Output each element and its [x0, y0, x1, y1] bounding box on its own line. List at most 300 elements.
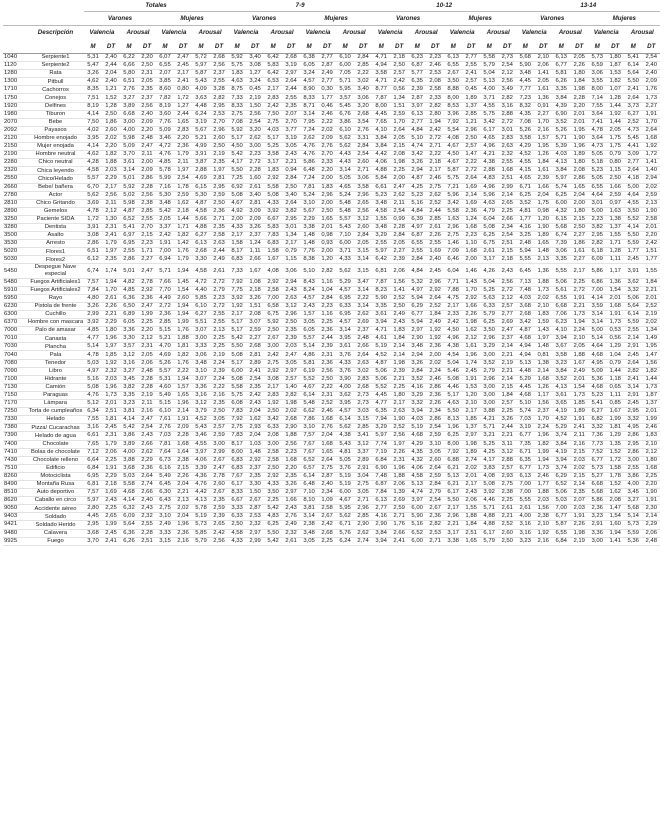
value-cell: 2,59	[174, 191, 192, 199]
value-cell: 2,39	[282, 335, 300, 343]
value-cell: 5,43	[192, 424, 210, 432]
value-cell: 4,21	[480, 151, 498, 159]
value-cell: 5,73	[192, 521, 210, 529]
value-cell: 2,26	[570, 62, 588, 70]
table-row	[3, 351, 660, 359]
value-cell: 2,28	[174, 432, 192, 440]
value-cell: 2,05	[570, 54, 588, 62]
value-cell: 4,67	[228, 199, 246, 207]
value-cell: 4,88	[192, 223, 210, 231]
value-cell: 4,45	[516, 78, 534, 86]
value-cell: 2,91	[624, 391, 642, 399]
value-cell: 1,52	[606, 480, 624, 488]
value-cell: 4,49	[156, 294, 174, 302]
stat-header: DT	[354, 39, 372, 54]
value-cell: 5,41	[624, 54, 642, 62]
value-cell: 3,71	[480, 94, 498, 102]
value-cell: 2,01	[570, 110, 588, 118]
value-cell: 2,64	[138, 472, 156, 480]
value-cell: 1,85	[102, 351, 120, 359]
value-cell: 7,83	[264, 232, 282, 240]
value-cell: 3,29	[372, 424, 390, 432]
value-cell: 2,35	[102, 256, 120, 264]
value-cell: 1,76	[174, 359, 192, 367]
value-cell: 4,03	[408, 416, 426, 424]
value-cell: 2,73	[354, 400, 372, 408]
value-cell: 1,70	[534, 416, 552, 424]
value-cell: 2,09	[138, 118, 156, 126]
value-cell: 2,37	[246, 464, 264, 472]
value-cell: 3,12	[354, 440, 372, 448]
value-cell: 4,38	[480, 159, 498, 167]
value-cell: 2,67	[210, 489, 228, 497]
value-cell: 5,64	[120, 521, 138, 529]
dimension-header: Arousal	[558, 29, 582, 36]
stimulus-description: Lámpara	[27, 400, 84, 408]
value-cell: 3,17	[444, 529, 462, 537]
value-cell: 5,50	[624, 78, 642, 86]
value-cell: 3,48	[192, 359, 210, 367]
value-cell: 3,15	[354, 248, 372, 256]
value-cell: 2,12	[462, 335, 480, 343]
value-cell: 1,73	[642, 94, 660, 102]
value-cell: 4,45	[516, 383, 534, 391]
value-cell: 0,80	[174, 86, 192, 94]
value-cell: 2,47	[138, 416, 156, 424]
value-cell: 1,73	[534, 464, 552, 472]
table-row	[3, 391, 660, 399]
value-cell: 2,36	[318, 359, 336, 367]
stat-header: DT	[282, 39, 300, 54]
value-cell: 0,97	[606, 199, 624, 207]
value-cell: 4,55	[516, 159, 534, 167]
dimension-header: Arousal	[198, 29, 222, 36]
value-cell: 2,04	[174, 480, 192, 488]
value-cell: 1,69	[426, 248, 444, 256]
value-cell: 2,08	[606, 497, 624, 505]
table-row	[3, 183, 660, 191]
value-cell: 4,65	[336, 183, 354, 191]
value-cell: 3,48	[408, 343, 426, 351]
value-cell: 2,49	[390, 311, 408, 319]
value-cell: 2,10	[534, 54, 552, 62]
value-cell: 2,38	[138, 199, 156, 207]
value-cell: 6,00	[408, 537, 426, 545]
value-cell: 5,15	[156, 400, 174, 408]
stimulus-id: 6370	[3, 319, 27, 327]
value-cell: 5,06	[624, 294, 642, 302]
value-cell: 5,10	[408, 134, 426, 142]
value-cell: 6,51	[84, 248, 102, 256]
stimulus-id: 9925	[3, 537, 27, 545]
value-cell: 5,42	[120, 424, 138, 432]
value-cell: 2,23	[246, 151, 264, 159]
value-cell: 3,26	[84, 70, 102, 78]
value-cell: 2,18	[246, 286, 264, 294]
value-cell: 4,79	[480, 207, 498, 215]
value-cell: 3,63	[192, 94, 210, 102]
value-cell: 2,21	[102, 311, 120, 319]
value-cell: 1,82	[174, 232, 192, 240]
value-cell: 6,61	[372, 183, 390, 191]
value-cell: 3,01	[498, 126, 516, 134]
value-cell: 3,52	[552, 118, 570, 126]
value-cell: 3,20	[246, 126, 264, 134]
value-cell: 3,19	[282, 134, 300, 142]
value-cell: 2,29	[138, 456, 156, 464]
value-cell: 2,61	[516, 505, 534, 513]
value-cell: 6,82	[588, 416, 606, 424]
value-cell: 2,75	[228, 424, 246, 432]
value-cell: 1,17	[606, 264, 624, 278]
value-cell: 6,67	[228, 497, 246, 505]
stat-header: DT	[534, 39, 552, 54]
value-cell: 2,46	[318, 408, 336, 416]
value-cell: 2,55	[462, 62, 480, 70]
value-cell: 3,86	[336, 118, 354, 126]
value-cell: 1,04	[318, 286, 336, 294]
value-cell: 8,33	[300, 94, 318, 102]
value-cell: 1,27	[246, 70, 264, 78]
value-cell: 1,84	[498, 391, 516, 399]
value-cell: 5,96	[480, 191, 498, 199]
value-cell: 7,09	[444, 248, 462, 256]
value-cell: 7,92	[444, 118, 462, 126]
value-cell: 1,36	[606, 278, 624, 286]
value-cell: 2,63	[354, 359, 372, 367]
value-cell: 5,68	[552, 223, 570, 231]
value-cell: 2,64	[642, 126, 660, 134]
value-cell: 6,10	[336, 54, 354, 62]
value-cell: 6,25	[516, 191, 534, 199]
value-cell: 6,74	[84, 264, 102, 278]
value-cell: 3,17	[264, 159, 282, 167]
stimulus-description: Plancha	[27, 343, 84, 351]
value-cell: 2,14	[498, 343, 516, 351]
value-cell: 2,68	[354, 383, 372, 391]
value-cell: 0,45	[462, 86, 480, 94]
value-cell: 2,72	[462, 167, 480, 175]
value-cell: 5,30	[156, 191, 174, 199]
value-cell: 1,47	[606, 505, 624, 513]
value-cell: 4,78	[588, 126, 606, 134]
header-spacer	[3, 26, 27, 40]
value-cell: 2,04	[570, 191, 588, 199]
value-cell: 2,21	[390, 375, 408, 383]
value-cell: 1,94	[102, 278, 120, 286]
table-row	[3, 432, 660, 440]
value-cell: 4,19	[552, 408, 570, 416]
sex-header: Varones	[84, 12, 156, 26]
value-cell: 3,11	[498, 440, 516, 448]
value-cell: 4,68	[588, 351, 606, 359]
value-cell: 1,99	[138, 311, 156, 319]
value-cell: 6,39	[408, 215, 426, 223]
table-row	[3, 102, 660, 110]
value-cell: 6,83	[228, 464, 246, 472]
value-cell: 2,64	[426, 464, 444, 472]
value-cell: 2,59	[426, 432, 444, 440]
value-cell: 3,16	[120, 359, 138, 367]
value-cell: 2,58	[264, 448, 282, 456]
value-cell: 1,92	[228, 302, 246, 310]
value-cell: 1,67	[264, 256, 282, 264]
value-cell: 2,15	[498, 248, 516, 256]
value-cell: 2,11	[174, 159, 192, 167]
value-cell: 2,92	[246, 456, 264, 464]
value-cell: 6,23	[408, 54, 426, 62]
value-cell: 2,09	[138, 167, 156, 175]
value-cell: 2,49	[570, 367, 588, 375]
value-cell: 1,64	[174, 448, 192, 456]
value-cell: 2,82	[282, 391, 300, 399]
value-cell: 3,90	[336, 375, 354, 383]
stimulus-id: 7400	[3, 440, 27, 448]
table-row	[3, 448, 660, 456]
stimulus-description: Hombre con mascara	[27, 319, 84, 326]
value-cell: 2,20	[138, 327, 156, 335]
table-row	[3, 367, 660, 375]
value-cell: 1,21	[102, 86, 120, 94]
value-cell: 2,12	[498, 294, 516, 302]
value-cell: 2,79	[210, 286, 228, 294]
value-cell: 2,46	[318, 110, 336, 118]
value-cell: 1,63	[444, 215, 462, 223]
value-cell: 5,19	[336, 480, 354, 488]
value-cell: 1,81	[606, 424, 624, 432]
value-cell: 1,48	[300, 232, 318, 240]
value-cell: 4,33	[228, 537, 246, 545]
value-cell: 1,86	[102, 118, 120, 126]
value-cell: 4,76	[300, 151, 318, 159]
value-cell: 8,90	[300, 86, 318, 94]
value-cell: 2,48	[642, 537, 660, 545]
value-cell: 3,89	[120, 440, 138, 448]
value-cell: 2,40	[426, 256, 444, 264]
value-cell: 0,45	[246, 86, 264, 94]
value-cell: 5,78	[192, 505, 210, 513]
value-cell: 3,19	[516, 424, 534, 432]
value-cell: 7,50	[84, 118, 102, 126]
value-cell: 1,91	[570, 513, 588, 521]
value-cell: 2,19	[246, 94, 264, 102]
value-cell: 1,50	[246, 102, 264, 110]
value-cell: 3,04	[354, 472, 372, 480]
value-cell: 2,74	[138, 480, 156, 488]
dimension-header: Valencia	[305, 29, 331, 36]
value-cell: 4,62	[84, 78, 102, 86]
value-cell: 2,44	[174, 110, 192, 118]
value-cell: 3,97	[408, 497, 426, 505]
value-cell: 2,47	[174, 54, 192, 62]
value-cell: 6,12	[84, 256, 102, 264]
value-cell: 4,65	[480, 134, 498, 142]
value-cell: 2,54	[642, 54, 660, 62]
value-cell: 3,84	[372, 529, 390, 537]
value-cell: 1,80	[606, 54, 624, 62]
value-cell: 1,73	[570, 311, 588, 319]
stimulus-description: Gemelos	[27, 207, 84, 215]
value-cell: 6,00	[552, 199, 570, 207]
value-cell: 7,67	[228, 472, 246, 480]
value-cell: 7,57	[84, 278, 102, 286]
value-cell: 6,51	[120, 78, 138, 86]
value-cell: 3,25	[516, 232, 534, 240]
header-spacer	[3, 0, 84, 12]
value-cell: 3,74	[552, 464, 570, 472]
value-cell: 3,58	[372, 70, 390, 78]
value-cell: 2,41	[390, 537, 408, 545]
description-header: Descripción	[37, 29, 74, 36]
value-cell: 2,92	[138, 286, 156, 294]
value-cell: 3,92	[84, 319, 102, 327]
value-cell: 7,00	[552, 505, 570, 513]
table-row	[3, 110, 660, 118]
value-cell: 4,06	[372, 159, 390, 167]
stimulus-id: 8510	[3, 489, 27, 497]
value-cell: 5,13	[444, 472, 462, 480]
value-cell: 2,57	[498, 464, 516, 472]
value-cell: 6,24	[192, 110, 210, 118]
value-cell: 4,83	[264, 513, 282, 521]
stimulus-id: 9403	[3, 513, 27, 521]
value-cell: 1,65	[534, 240, 552, 248]
value-cell: 2,37	[534, 408, 552, 416]
value-cell: 5,62	[336, 424, 354, 432]
dimension-header: Valencia	[521, 29, 547, 36]
value-cell: 3,88	[120, 456, 138, 464]
value-cell: 2,21	[498, 367, 516, 375]
value-cell: 7,00	[516, 480, 534, 488]
stat-header: DT	[570, 39, 588, 54]
value-cell: 4,92	[228, 207, 246, 215]
table-row	[3, 311, 660, 319]
table-row	[3, 215, 660, 223]
value-cell: 2,57	[498, 302, 516, 310]
value-cell: 2,47	[498, 327, 516, 335]
value-cell: 7,70	[156, 286, 174, 294]
value-cell: 5,59	[624, 240, 642, 248]
value-cell: 4,33	[336, 256, 354, 264]
value-cell: 1,66	[606, 183, 624, 191]
value-cell: 5,55	[516, 497, 534, 505]
value-cell: 1,80	[102, 327, 120, 335]
value-cell: 2,46	[426, 375, 444, 383]
value-cell: 2,45	[462, 367, 480, 375]
stimulus-description: Mujer enojada	[27, 143, 84, 151]
value-cell: 3,65	[552, 400, 570, 408]
value-cell: 4,52	[372, 351, 390, 359]
value-cell: 5,71	[336, 78, 354, 86]
value-cell: 2,71	[354, 167, 372, 175]
value-cell: 6,42	[264, 70, 282, 78]
value-cell: 5,62	[336, 513, 354, 521]
value-cell: 2,50	[102, 110, 120, 118]
value-cell: 2,72	[426, 134, 444, 142]
value-cell: 2,01	[606, 294, 624, 302]
value-cell: 5,04	[480, 70, 498, 78]
value-cell: 1,24	[246, 240, 264, 248]
value-cell: 1,98	[390, 159, 408, 167]
stat-header: M	[300, 39, 318, 54]
value-cell: 2,55	[210, 319, 228, 327]
value-cell: 2,68	[192, 248, 210, 256]
value-cell: 1,69	[462, 183, 480, 191]
value-cell: 2,23	[588, 215, 606, 223]
value-cell: 2,43	[390, 319, 408, 327]
value-cell: 2,22	[210, 383, 228, 391]
value-cell: 2,43	[282, 151, 300, 159]
value-cell: 0,98	[318, 232, 336, 240]
value-cell: 3,16	[516, 521, 534, 529]
value-cell: 2,55	[426, 240, 444, 248]
value-cell: 2,83	[354, 375, 372, 383]
value-cell: 2,12	[138, 335, 156, 343]
value-cell: 2,12	[498, 70, 516, 78]
value-cell: 1,98	[570, 86, 588, 94]
stimulus-description: Soldado	[27, 513, 84, 521]
value-cell: 1,71	[174, 223, 192, 231]
value-cell: 3,21	[480, 432, 498, 440]
value-cell: 1,52	[606, 448, 624, 456]
value-cell: 2,62	[426, 191, 444, 199]
stimulus-id: 1980	[3, 110, 27, 118]
value-cell: 2,18	[102, 480, 120, 488]
value-cell: 2,14	[390, 343, 408, 351]
value-cell: 4,87	[516, 327, 534, 335]
value-cell: 2,71	[210, 215, 228, 223]
value-cell: 2,44	[282, 86, 300, 94]
value-cell: 8,53	[444, 102, 462, 110]
value-cell: 2,40	[318, 480, 336, 488]
stimulus-description: Helado de agua	[27, 432, 84, 440]
value-cell: 1,38	[534, 359, 552, 367]
value-cell: 2,22	[318, 383, 336, 391]
value-cell: 2,21	[498, 513, 516, 521]
value-cell: 2,32	[102, 367, 120, 375]
value-cell: 3,24	[300, 70, 318, 78]
value-cell: 2,40	[138, 497, 156, 505]
stimulus-id: 7090	[3, 367, 27, 375]
value-cell: 2,76	[318, 424, 336, 432]
value-cell: 2,36	[426, 391, 444, 399]
value-cell: 6,42	[372, 256, 390, 264]
value-cell: 2,91	[624, 343, 642, 351]
value-cell: 2,86	[426, 416, 444, 424]
value-cell: 4,10	[552, 327, 570, 335]
sex-header: Mujeres	[588, 12, 660, 26]
value-cell: 1,65	[318, 215, 336, 223]
value-cell: 4,65	[516, 175, 534, 183]
value-cell: 3,26	[246, 294, 264, 302]
value-cell: 5,50	[624, 232, 642, 240]
value-cell: 2,17	[174, 70, 192, 78]
value-cell: 6,25	[480, 232, 498, 240]
value-cell: 3,73	[624, 102, 642, 110]
value-cell: 2,15	[174, 464, 192, 472]
value-cell: 2,68	[516, 311, 534, 319]
value-cell: 3,16	[192, 391, 210, 399]
value-cell: 2,82	[210, 94, 228, 102]
value-cell: 2,23	[282, 448, 300, 456]
value-cell: 5,77	[408, 70, 426, 78]
value-cell: 2,59	[390, 505, 408, 513]
value-cell: 4,85	[84, 327, 102, 335]
stimulus-id: 8490	[3, 480, 27, 488]
value-cell: 1,20	[534, 215, 552, 223]
value-cell: 5,92	[264, 319, 282, 327]
value-cell: 3,27	[624, 497, 642, 505]
